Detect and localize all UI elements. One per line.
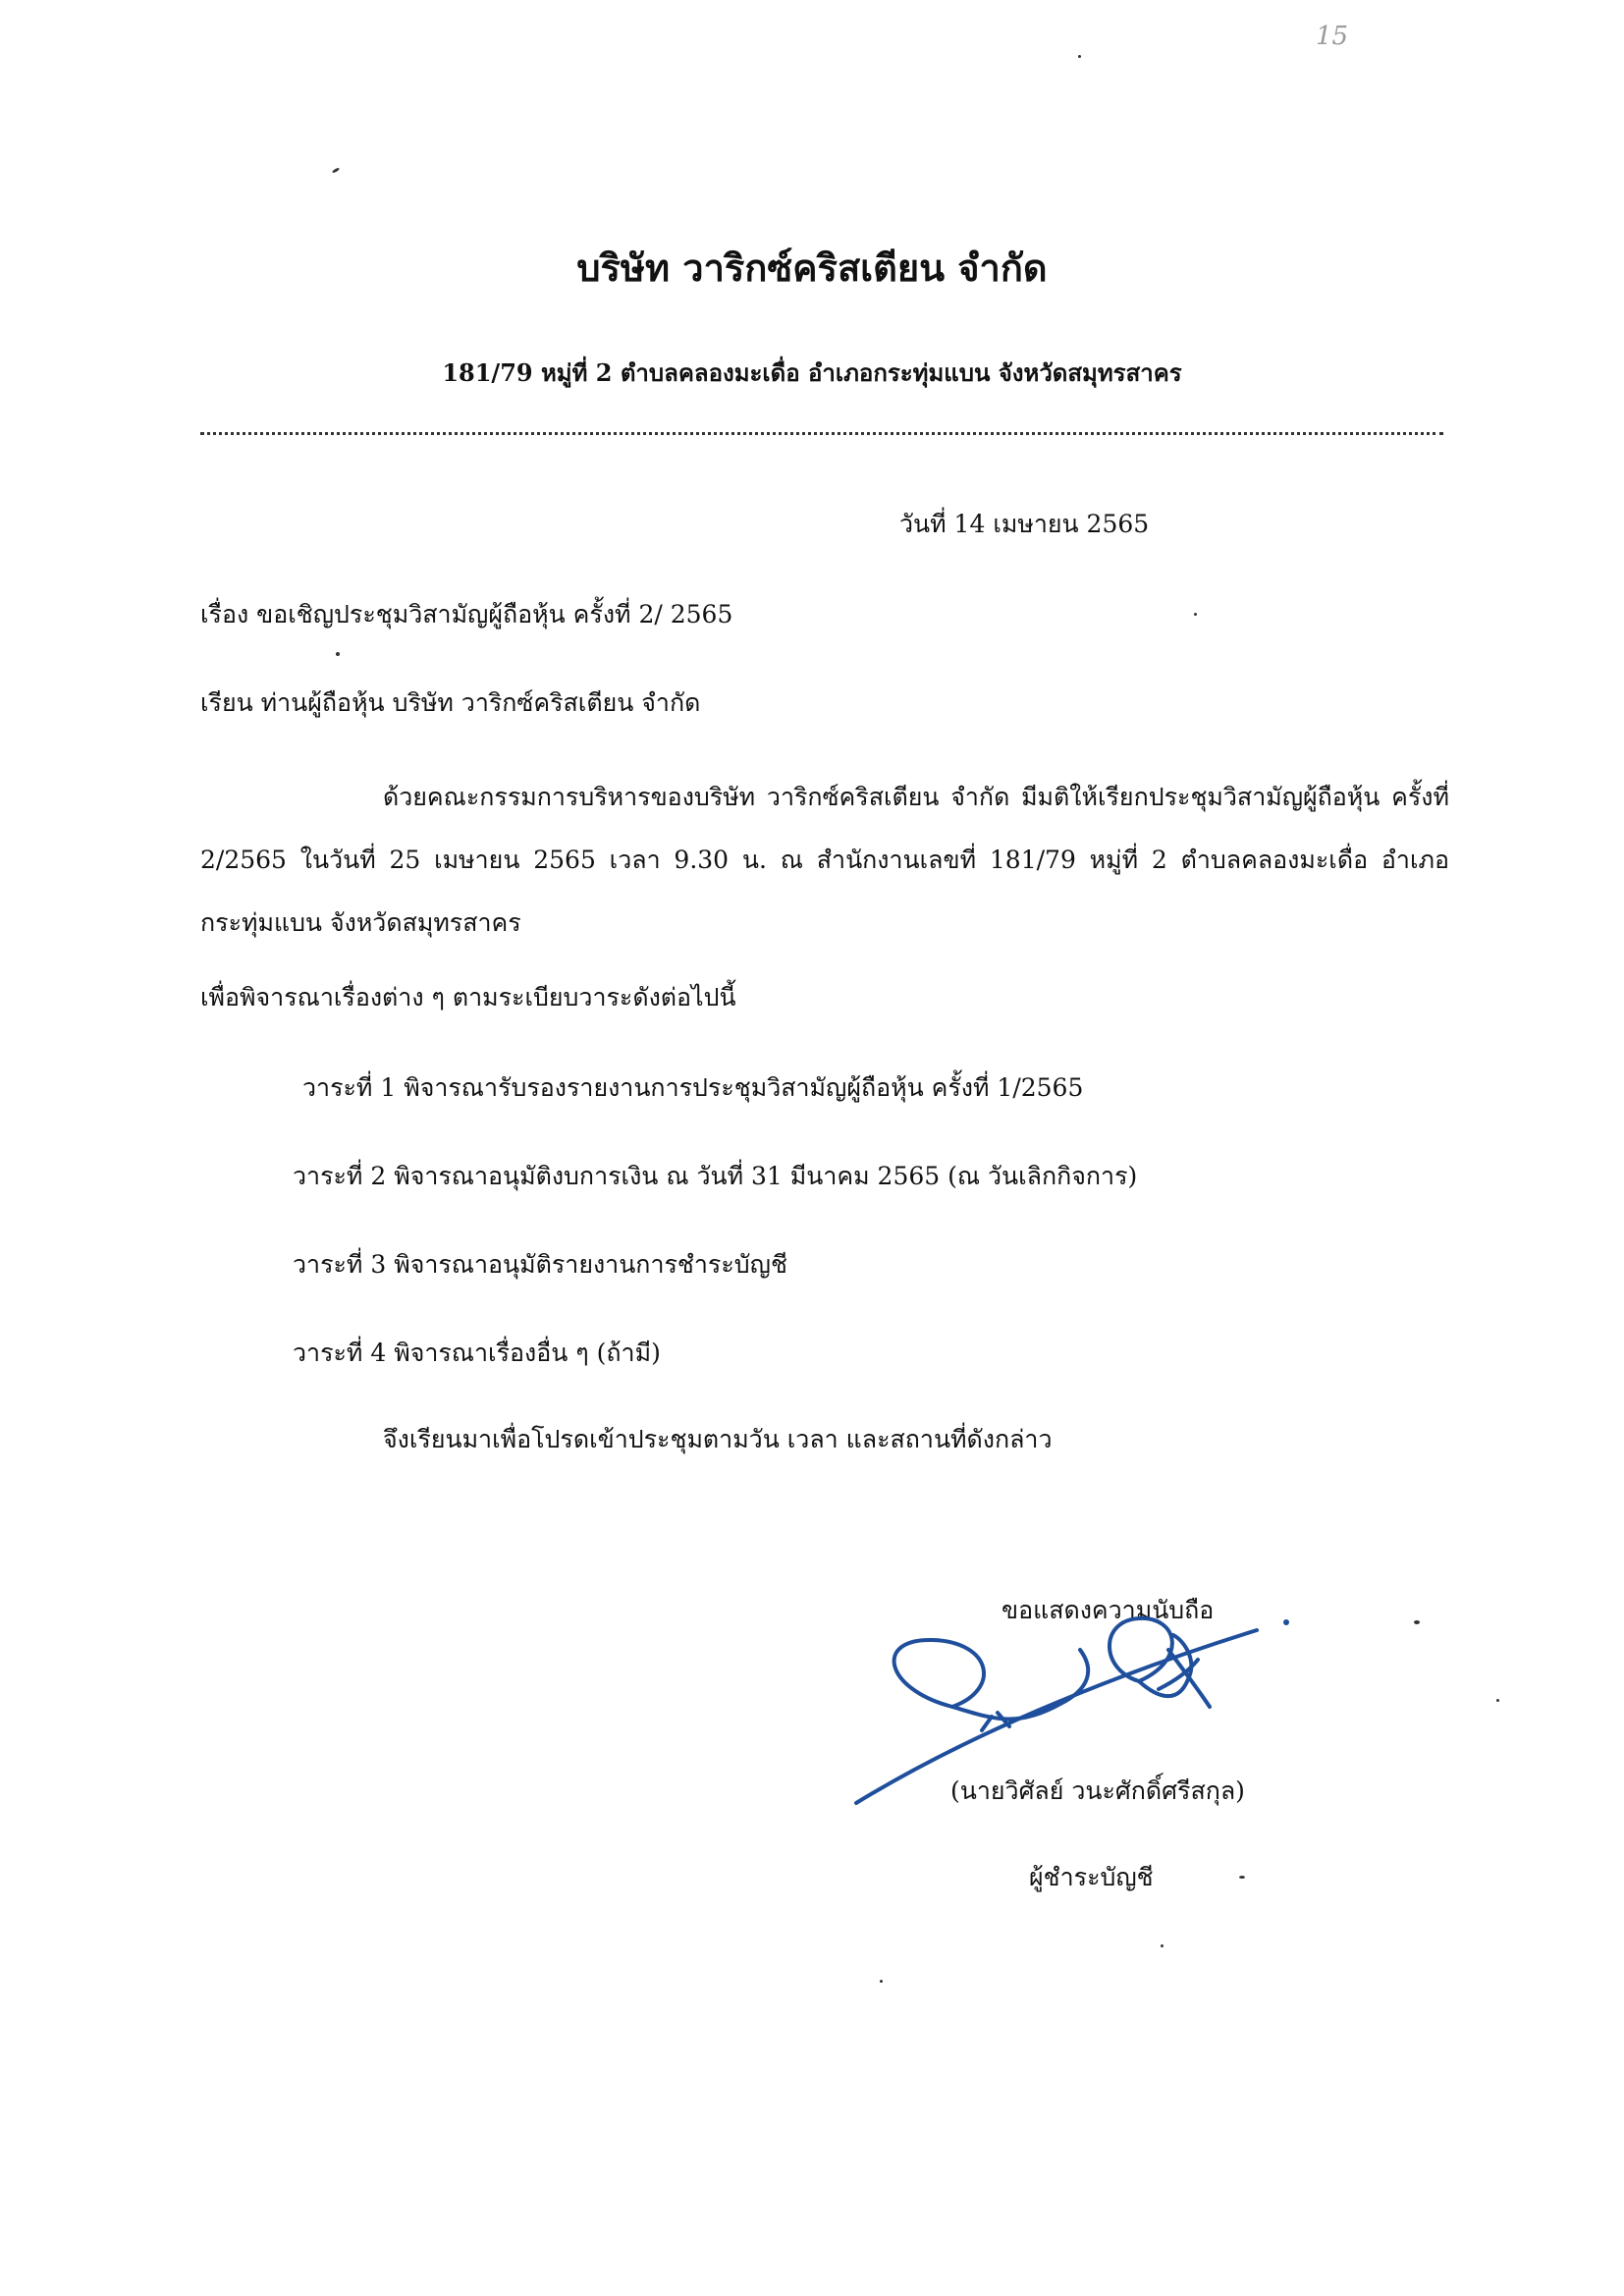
scan-speck [1414,1620,1420,1624]
signer-name: (นายวิศัลย์ วนะศักดิ์ศรีสกุล) [950,1777,1245,1805]
scan-speck [1161,1944,1164,1947]
scan-speck [880,1980,883,1983]
signer-title: ผู้ชำระบัญชี [1029,1863,1154,1891]
scan-speck [336,652,340,656]
company-name: บริษัท วาริกซ์คริสเตียน จำกัด [576,246,1048,290]
agenda-intro: เพื่อพิจารณาเรื่องต่าง ๆ ตามระเบียบวาระดังต่อไปนี้ [200,983,736,1011]
page-number: 15 [1316,22,1349,51]
company-address: 181/79 หมู่ที่ 2 ตำบลคลองมะเดื่อ อำเภอกระทุ่มแบน จังหวัดสมุทรสาคร [442,358,1182,387]
letter-body-paragraph: ด้วยคณะกรรมการบริหารของบริษัท วาริกซ์คริสเตียน จำกัด มีมติให้เรียกประชุมวิสามัญผู้ถือหุ้น ครั้งที่ 2/2565 ในวันที่ 25 เมษายน 2565 เวลา 9.30 น. ณ สำนักงานเลขที่ 181/79 หมู่ที่ 2 ตำบลคลองมะเดื่อ อำเภอกระทุ่มแบน จังหวัดสมุทรสาคร [200,783,1449,937]
closing-sentence: จึงเรียนมาเพื่อโปรดเข้าประชุมตามวัน เวลา และสถานที่ดังกล่าว [383,1425,1053,1453]
agenda-item-4: วาระที่ 4 พิจารณาเรื่องอื่น ๆ (ถ้ามี) [293,1339,661,1367]
scan-speck [332,167,340,174]
letter-subject: เรื่อง ขอเชิญประชุมวิสามัญผู้ถือหุ้น ครั้งที่ 2/ 2565 [200,600,733,629]
regards-line: ขอแสดงความนับถือ [1001,1596,1215,1624]
agenda-item-2: วาระที่ 2 พิจารณาอนุมัติงบการเงิน ณ วันที่ 31 มีนาคม 2565 (ณ วันเลิกกิจการ) [293,1162,1138,1190]
agenda-item-1: วาระที่ 1 พิจารณารับรองรายงานการประชุมวิสามัญผู้ถือหุ้น ครั้งที่ 1/2565 [302,1073,1084,1102]
agenda-item-3: วาระที่ 3 พิจารณาอนุมัติรายงานการชำระบัญชี [293,1250,787,1279]
scan-speck [1078,55,1081,58]
letter-date: วันที่ 14 เมษายน 2565 [899,510,1150,538]
scan-speck [1239,1876,1245,1879]
scan-speck [1496,1699,1499,1702]
scan-speck [1194,613,1197,616]
dotted-divider [200,432,1443,435]
letter-recipient: เรียน ท่านผู้ถือหุ้น บริษัท วาริกซ์คริสเตียน จำกัด [200,688,701,717]
